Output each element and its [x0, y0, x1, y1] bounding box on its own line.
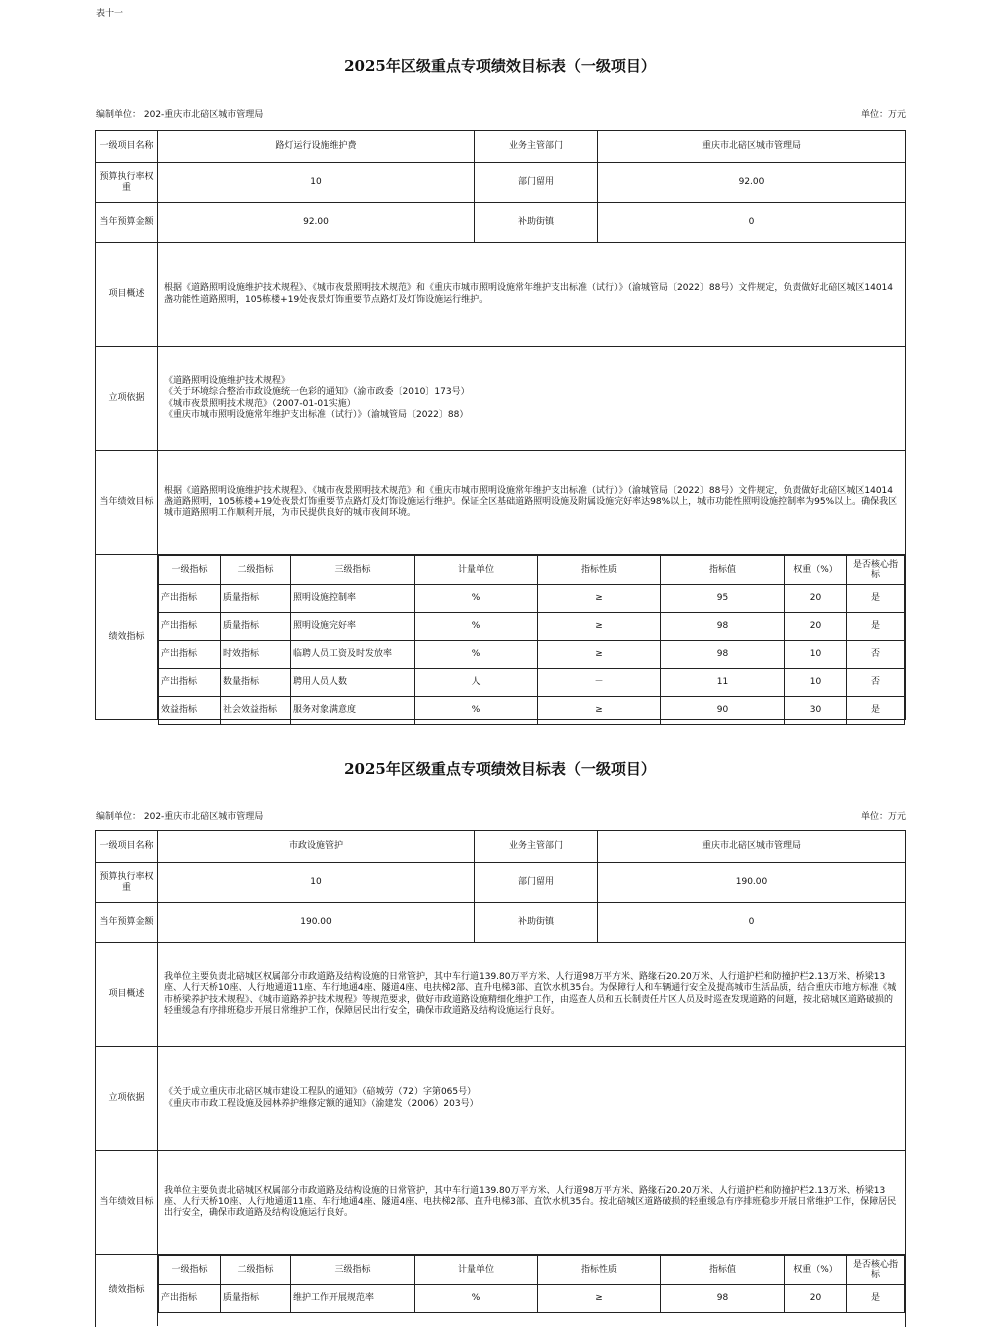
indicator-row — [159, 1285, 905, 1313]
indicator-cell: 20 — [785, 613, 847, 641]
compiling-unit: 编制单位： 202-重庆市北碚区城市管理局 — [96, 110, 264, 120]
indicator-header-cell: 权重（%） — [785, 556, 847, 585]
indicator-cell: 照明设施控制率 — [291, 585, 415, 613]
indicator-cell: 时效指标 — [221, 641, 291, 669]
indicator-cell: 社会效益指标 — [221, 697, 291, 725]
indicator-header-cell: 二级指标 — [221, 1256, 291, 1285]
indicator-header-cell: 权重（%） — [785, 1256, 847, 1285]
currency-unit: 单位：万元 — [860, 812, 906, 822]
table-title: 2025年区级重点专项绩效目标表（一级项目） — [344, 760, 656, 778]
goal-table — [95, 130, 906, 720]
indicator-cell: % — [415, 585, 538, 613]
indicator-row — [159, 585, 905, 613]
indicator-cell: － — [538, 669, 661, 697]
basis-label: 立项依据 — [96, 347, 158, 451]
indicator-row — [159, 697, 905, 725]
indicator-cell: 是 — [847, 697, 905, 725]
weight-value: 10 — [158, 863, 475, 903]
currency-unit: 单位：万元 — [860, 110, 906, 120]
indicator-cell: % — [415, 641, 538, 669]
indicator-header-cell: 是否核心指标 — [847, 1256, 905, 1285]
indicator-cell: 20 — [785, 585, 847, 613]
indicator-cell: % — [415, 613, 538, 641]
indicator-cell: 30 — [785, 697, 847, 725]
indicator-cell: 照明设施完好率 — [291, 613, 415, 641]
indicator-cell: 是 — [847, 585, 905, 613]
weight-label: 预算执行率权重 — [96, 863, 158, 903]
basis-label: 立项依据 — [96, 1047, 158, 1151]
dept-label: 业务主管部门 — [475, 131, 598, 163]
indicator-row — [159, 613, 905, 641]
indicator-row — [159, 641, 905, 669]
weight-label: 预算执行率权重 — [96, 163, 158, 203]
subsidy-label: 补助街镇 — [475, 903, 598, 943]
indicator-cell: 10 — [785, 641, 847, 669]
indicator-cell: ≥ — [538, 641, 661, 669]
budget-label: 当年预算金额 — [96, 203, 158, 243]
project-name-value: 路灯运行设施维护费 — [158, 131, 475, 163]
indicator-header-cell: 三级指标 — [291, 556, 415, 585]
indicator-cell: 98 — [661, 613, 785, 641]
subsidy-value: 0 — [598, 203, 905, 243]
indicator-cell: 产出指标 — [159, 669, 221, 697]
indicator-cell: 产出指标 — [159, 585, 221, 613]
indicator-header-cell: 二级指标 — [221, 556, 291, 585]
indicator-cell: 服务对象满意度 — [291, 697, 415, 725]
indicator-cell: 质量指标 — [221, 613, 291, 641]
indicator-cell: 98 — [661, 641, 785, 669]
indicator-header-cell: 指标值 — [661, 556, 785, 585]
indicator-cell: 质量指标 — [221, 585, 291, 613]
indicator-header-cell: 指标值 — [661, 1256, 785, 1285]
indicator-cell: 产出指标 — [159, 641, 221, 669]
indicator-cell: 20 — [785, 1285, 847, 1313]
indicator-cell: % — [415, 697, 538, 725]
indicator-cell: 98 — [661, 1285, 785, 1313]
indicators-label: 绩效指标 — [96, 1255, 158, 1326]
indicator-cell: 产出指标 — [159, 1285, 221, 1313]
indicator-cell: 95 — [661, 585, 785, 613]
indicator-cell: 否 — [847, 641, 905, 669]
indicator-cell: 效益指标 — [159, 697, 221, 725]
indicator-cell: 否 — [847, 669, 905, 697]
indicator-cell: 临聘人员工资及时发放率 — [291, 641, 415, 669]
indicator-cell: ≥ — [538, 613, 661, 641]
indicator-cell: 聘用人员人数 — [291, 669, 415, 697]
indicators-table — [158, 555, 905, 725]
budget-value: 92.00 — [158, 203, 475, 243]
budget-label: 当年预算金额 — [96, 903, 158, 943]
basis-text: 《道路照明设施维护技术规程》 《关于环境综合整治市政设施统一色彩的通知》（渝市政委〔2010〕173号） 《城市夜景照明技术规范》（2007-01-01实施） 《重庆市城市照明设施常年维护支出标准（试行）》（渝城管局〔2022〕88） — [158, 347, 905, 451]
indicator-cell: 是 — [847, 1285, 905, 1313]
indicator-header-cell: 一级指标 — [159, 1256, 221, 1285]
reserve-value: 92.00 — [598, 163, 905, 203]
indicator-header-row — [159, 1256, 905, 1285]
indicator-header-cell: 计量单位 — [415, 1256, 538, 1285]
indicator-header-row — [159, 556, 905, 585]
project-name-label: 一级项目名称 — [96, 831, 158, 863]
indicator-header-cell: 指标性质 — [538, 556, 661, 585]
subsidy-value: 0 — [598, 903, 905, 943]
indicator-header-cell: 一级指标 — [159, 556, 221, 585]
dept-label: 业务主管部门 — [475, 831, 598, 863]
indicator-header-cell: 指标性质 — [538, 1256, 661, 1285]
indicator-cell: 数量指标 — [221, 669, 291, 697]
reserve-label: 部门留用 — [475, 163, 598, 203]
basis-text: 《关于成立重庆市北碚区城市建设工程队的通知》（碚城劳（72）字第065号） 《重庆市市政工程设施及园林养护维修定额的通知》（渝建发（2006）203号） — [158, 1047, 905, 1151]
indicator-cell: 是 — [847, 613, 905, 641]
indicator-cell: ≥ — [538, 585, 661, 613]
indicator-cell: 产出指标 — [159, 613, 221, 641]
dept-value: 重庆市北碚区城市管理局 — [598, 831, 905, 863]
goal-label: 当年绩效目标 — [96, 451, 158, 555]
overview-label: 项目概述 — [96, 943, 158, 1047]
indicator-row — [159, 669, 905, 697]
goal-table — [95, 830, 906, 1327]
compiling-unit: 编制单位： 202-重庆市北碚区城市管理局 — [96, 812, 264, 822]
project-name-value: 市政设施管护 — [158, 831, 475, 863]
project-name-label: 一级项目名称 — [96, 131, 158, 163]
overview-text: 根据《道路照明设施维护技术规程》、《城市夜景照明技术规范》和《重庆市城市照明设施常年维护支出标准（试行）》（渝城管局〔2022〕88号）文件规定，负责做好北碚区城区14014盏功能性道路照明，105栋楼+19处夜景灯饰重要节点路灯及灯饰设施运行维护。 — [158, 243, 905, 347]
goal-label: 当年绩效目标 — [96, 1151, 158, 1255]
overview-label: 项目概述 — [96, 243, 158, 347]
table-title: 2025年区级重点专项绩效目标表（一级项目） — [344, 57, 656, 75]
indicator-header-cell: 计量单位 — [415, 556, 538, 585]
overview-text: 我单位主要负责北碚城区权属部分市政道路及结构设施的日常管护，其中车行道139.80万平方米、人行道98万平方米、路缘石20.20万米、人行道护栏和防撞护栏2.13万米、桥梁13座、人行天桥10座、人行地通道11座、车行地通4座、隧道4座、电扶梯2部、直升电梯3部、直饮水机35台。为保障行人和车辆通行安全及提高城市生活品质，结合重庆市地方标准《城市桥梁养护技术规程》、《城市道路养护技术规程》等规范要求，做好市政道路设施精细化维护工作，由巡查人员和五长制责任片区人员及时巡查发现道路的问题，按北碚城区道路破损的轻重缓急有序排班稳步开展日常维护工作，保障居民出行安全，确保市政道路及结构设施运行良好。 — [158, 943, 905, 1047]
indicator-cell: 人 — [415, 669, 538, 697]
reserve-value: 190.00 — [598, 863, 905, 903]
indicator-cell: 维护工作开展规范率 — [291, 1285, 415, 1313]
dept-value: 重庆市北碚区城市管理局 — [598, 131, 905, 163]
indicator-header-cell: 是否核心指标 — [847, 556, 905, 585]
meta-row — [96, 107, 906, 120]
indicator-cell: 10 — [785, 669, 847, 697]
indicator-cell: ≥ — [538, 697, 661, 725]
subsidy-label: 补助街镇 — [475, 203, 598, 243]
goal-text: 我单位主要负责北碚城区权属部分市政道路及结构设施的日常管护，其中车行道139.80万平方米、人行道98万平方米、路缘石20.20万米、人行道护栏和防撞护栏2.13万米、桥梁13座、人行天桥10座、人行地通道11座、车行地通4座、隧道4座、电扶梯2部、直升电梯3部、直饮水机35台。按北碚城区道路破损的轻重缓急有序排班稳步开展日常维护工作，保障居民出行安全，确保市政道路及结构设施运行良好。 — [158, 1151, 905, 1255]
indicator-cell: ≥ — [538, 1285, 661, 1313]
indicator-header-cell: 三级指标 — [291, 1256, 415, 1285]
meta-row — [96, 809, 906, 822]
weight-value: 10 — [158, 163, 475, 203]
reserve-label: 部门留用 — [475, 863, 598, 903]
indicator-cell: 11 — [661, 669, 785, 697]
indicator-cell: 质量指标 — [221, 1285, 291, 1313]
budget-value: 190.00 — [158, 903, 475, 943]
indicator-cell: % — [415, 1285, 538, 1313]
indicator-cell: 90 — [661, 697, 785, 725]
goal-text: 根据《道路照明设施维护技术规程》、《城市夜景照明技术规范》和《重庆市城市照明设施常年维护支出标准（试行）》（渝城管局〔2022〕88号）文件规定，负责做好北碚区城区14014盏道路照明，105栋楼+19处夜景灯饰重要节点路灯及灯饰设施运行维护。保证全区基础道路照明设施及附属设施完好率达98%以上，城市功能性照明设施控制率为95%以上。确保我区城市道路照明工作顺利开展，为市民提供良好的城市夜间环境。 — [158, 451, 905, 555]
table-number-label: 表十一 — [96, 9, 124, 19]
indicators-label: 绩效指标 — [96, 555, 158, 719]
indicators-table — [158, 1255, 905, 1313]
